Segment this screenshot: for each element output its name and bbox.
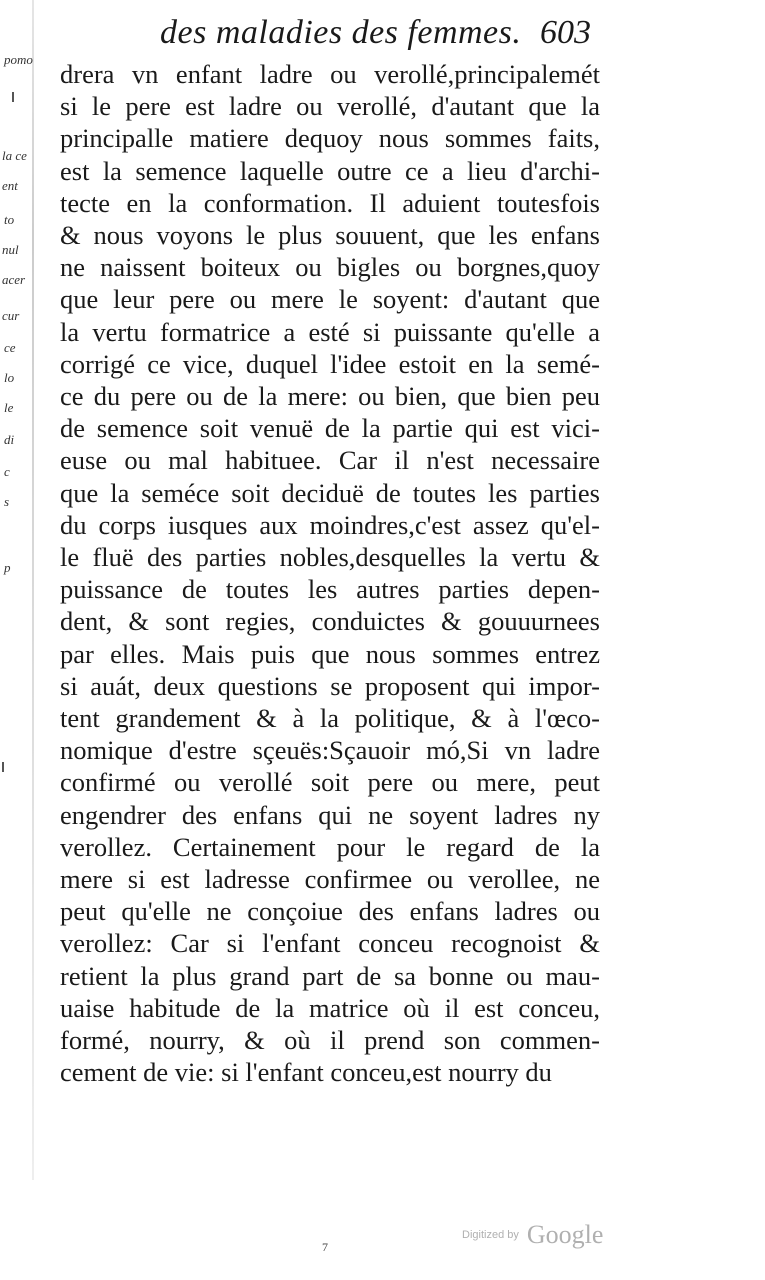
text-line: que leur pere ou mere le soyent: d'autant que — [60, 284, 600, 315]
google-logo: Google — [526, 1220, 604, 1249]
text-line: nomique d'estre sçeuës:Sçauoir mó,Si vn ladre — [60, 735, 600, 766]
gutter-shadow — [32, 0, 34, 1180]
margin-fragment: ent — [2, 178, 18, 193]
text-line: retient la plus grand part de sa bonne ou mau- — [60, 960, 600, 991]
text-line: mere si est ladresse confirmee ou verollee, ne — [60, 864, 600, 895]
margin-fragment: c — [4, 464, 10, 479]
margin-tick — [12, 92, 14, 102]
text-line: tecte en la conformation. Il aduient toutesfois — [60, 187, 600, 218]
text-line: verollez: Car si l'enfant conceu recognoist & — [60, 928, 600, 959]
text-line: formé, nourry, & où il prend son commen- — [60, 1025, 600, 1056]
text-line: drera vn enfant ladre ou verollé,principalemét — [60, 59, 600, 89]
text-line: confirmé ou verollé soit pere ou mere, peut — [60, 767, 600, 798]
text-line: le fluë des parties nobles,desquelles la vertu & — [60, 542, 600, 573]
text-line: uaise habitude de la matrice où il est conceu, — [60, 992, 600, 1023]
margin-tick — [2, 762, 4, 772]
text-line: ce du pere ou de la mere: ou bien, que bien peu — [60, 381, 600, 412]
text-line: & nous voyons le plus souuent, que les enfans — [60, 220, 600, 251]
text-line: peut qu'elle ne conçoiue des enfans ladres ou — [60, 896, 600, 927]
margin-fragment: p — [4, 560, 11, 575]
text-line: principalle matiere dequoy nous sommes faits, — [60, 123, 600, 154]
text-line: par elles. Mais puis que nous sommes entrez — [60, 638, 600, 669]
signature-mark: 7 — [322, 1240, 328, 1254]
text-line: puissance de toutes les autres parties depen- — [60, 574, 600, 605]
body-text — [60, 58, 600, 1089]
text-line: cement de vie: si l'enfant conceu,est nourry du — [60, 1057, 552, 1088]
text-line: verollez. Certainement pour le regard de la — [60, 831, 600, 862]
text-line: que la seméce soit deciduë de toutes les parties — [60, 477, 600, 508]
left-margin-notes — [0, 40, 33, 700]
margin-fragment: le — [4, 400, 14, 415]
margin-fragment: la ce — [2, 148, 27, 163]
margin-fragment: cur — [2, 308, 20, 323]
text-line: engendrer des enfans qui ne soyent ladres ny — [60, 799, 600, 830]
digitized-by-watermark — [462, 1220, 603, 1250]
running-title: des maladies des femmes. — [160, 14, 522, 51]
text-line: de semence soit venuë de la partie qui est vici- — [60, 413, 600, 444]
margin-fragment: acer — [2, 272, 26, 287]
text-line: ne naissent boiteux ou bigles ou borgnes,quoy — [60, 252, 600, 283]
watermark-prefix: Digitized by — [462, 1229, 519, 1241]
text-line: du corps iusques aux moindres,c'est assez qu'el- — [60, 509, 600, 540]
margin-fragment: di — [4, 432, 15, 447]
text-line: si le pere est ladre ou verollé, d'autant que la — [60, 91, 600, 122]
margin-fragment: nul — [2, 242, 19, 257]
text-line: euse ou mal habituee. Car il n'est necessaire — [60, 445, 600, 476]
text-line: est la semence laquelle outre ce a lieu d'archi- — [60, 155, 600, 186]
margin-fragment: ce — [4, 340, 16, 355]
page-number: 603 — [540, 14, 591, 51]
margin-fragment: to — [4, 212, 15, 227]
margin-fragment: s — [4, 494, 10, 509]
text-line: dent, & sont regies, conduictes & gouuurnees — [60, 606, 600, 637]
text-line: la vertu formatrice a esté si puissante qu'elle a — [60, 316, 600, 347]
text-line: si auát, deux questions se proposent qui impor- — [60, 670, 600, 701]
margin-fragment: pomo — [4, 52, 33, 67]
margin-fragment: lo — [4, 370, 15, 385]
text-line: tent grandement & à la politique, & à l'œco- — [60, 703, 600, 734]
text-line: corrigé ce vice, duquel l'idee estoit en la semé- — [60, 348, 600, 379]
